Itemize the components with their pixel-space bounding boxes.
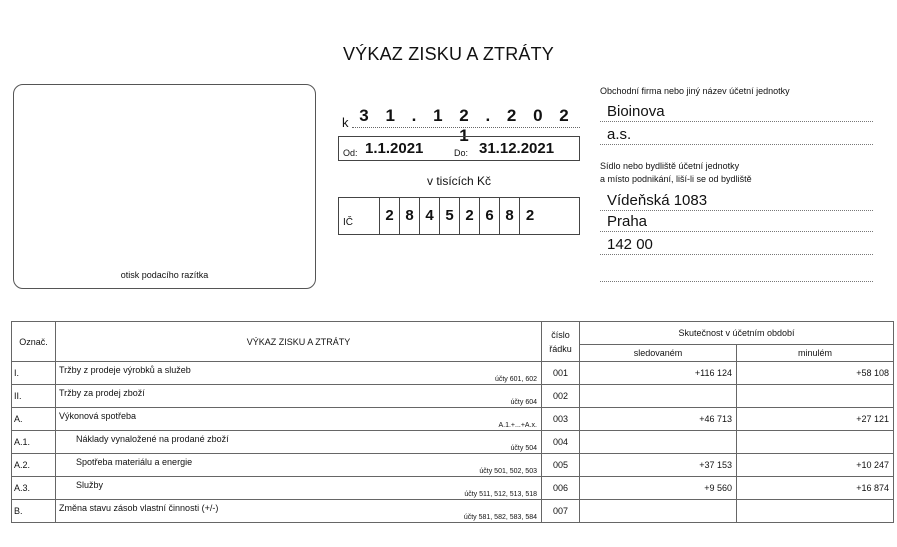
row-name-cell	[56, 362, 542, 385]
header-cislo: číslo	[551, 329, 570, 340]
units-label: v tisících Kč	[426, 174, 491, 188]
ic-digit: 5	[440, 198, 460, 234]
firm-address-label-2: a místo podnikání, liší-li se od bydliště	[600, 174, 752, 184]
row-number: 004	[542, 431, 580, 454]
header-oznac: Označ.	[12, 322, 56, 362]
row-accounts: účty 501, 502, 503	[479, 468, 537, 475]
row-number: 001	[542, 362, 580, 385]
row-name-cell	[56, 454, 542, 477]
firm-city-value: Praha	[607, 213, 648, 230]
table-row	[12, 477, 894, 500]
row-accounts: účty 604	[510, 399, 537, 406]
row-oznac: II.	[12, 385, 56, 408]
row-number: 003	[542, 408, 580, 431]
header-sledovanem: sledovaném	[580, 345, 737, 362]
table-row	[12, 431, 894, 454]
report-date-label: k	[342, 115, 349, 130]
row-previous-value: +16 874	[737, 477, 894, 500]
header-skutecnost: Skutečnost v účetním období	[580, 322, 894, 345]
row-number: 007	[542, 500, 580, 523]
row-oznac: B.	[12, 500, 56, 523]
ic-digit: 6	[480, 198, 500, 234]
row-number: 006	[542, 477, 580, 500]
row-name-cell	[56, 477, 542, 500]
firm-street-line	[600, 193, 873, 211]
income-statement-table	[11, 321, 894, 523]
row-current-value: +116 124	[580, 362, 737, 385]
firm-address-label-1: Sídlo nebo bydliště účetní jednotky	[600, 161, 740, 171]
row-previous-value: +10 247	[737, 454, 894, 477]
table-row	[12, 408, 894, 431]
ic-box	[338, 197, 580, 235]
row-oznac: A.1.	[12, 431, 56, 454]
page-title: VÝKAZ ZISKU A ZTRÁTY	[342, 44, 555, 64]
row-accounts: účty 601, 602	[494, 376, 537, 383]
row-previous-value	[737, 500, 894, 523]
ic-digit: 2	[460, 198, 480, 234]
row-name-cell	[56, 408, 542, 431]
row-oznac: I.	[12, 362, 56, 385]
row-current-value	[580, 385, 737, 408]
firm-city-line	[600, 214, 873, 232]
period-to-label: Do:	[454, 148, 469, 158]
row-accounts: účty 511, 512, 513, 518	[464, 491, 537, 498]
table-row	[12, 362, 894, 385]
report-date-value: 3 1 . 1 2 . 2 0 2 1	[359, 106, 575, 145]
period-box	[338, 136, 580, 161]
row-current-value: +46 713	[580, 408, 737, 431]
row-name: Náklady vynaložené na prodané zboží	[76, 434, 229, 444]
row-previous-value: +27 121	[737, 408, 894, 431]
row-accounts: A.1.+...+A.x.	[498, 422, 537, 429]
row-name: Spotřeba materiálu a energie	[76, 457, 193, 467]
ic-digit: 8	[500, 198, 520, 234]
firm-name-line-2-value: a.s.	[607, 126, 632, 143]
header-minulem: minulém	[737, 345, 894, 362]
period-from-label: Od:	[343, 148, 358, 158]
firm-name-line-1	[600, 104, 873, 122]
ic-digit: 2	[525, 207, 535, 224]
row-accounts: účty 504	[510, 445, 537, 452]
row-current-value	[580, 431, 737, 454]
row-name-cell	[56, 431, 542, 454]
row-name: Výkonová spotřeba	[59, 411, 137, 421]
firm-name-line-2	[600, 127, 873, 145]
row-number: 005	[542, 454, 580, 477]
row-name-cell	[56, 385, 542, 408]
stamp-label: otisk podacího razítka	[120, 270, 209, 280]
row-name: Služby	[76, 480, 104, 490]
ic-label: IČ	[339, 198, 380, 234]
table-row	[12, 454, 894, 477]
stamp-box	[13, 84, 316, 289]
firm-name-label: Obchodní firma nebo jiný název účetní jednotky	[600, 86, 790, 96]
row-number: 002	[542, 385, 580, 408]
row-previous-value	[737, 385, 894, 408]
ic-digit: 4	[420, 198, 440, 234]
firm-zip-line	[600, 237, 873, 255]
header-name: VÝKAZ ZISKU A ZTRÁTY	[56, 322, 542, 362]
firm-street-value: Vídeňská 1083	[607, 192, 708, 209]
ic-digit: 8	[400, 198, 420, 234]
firm-extra-line	[600, 264, 873, 282]
report-date	[338, 106, 580, 145]
period-to-value: 31.12.2021	[479, 140, 555, 157]
period-from-value: 1.1.2021	[365, 140, 424, 157]
row-name: Tržby z prodeje výrobků a služeb	[59, 365, 191, 375]
ic-digit: 2	[380, 198, 400, 234]
row-current-value: +9 560	[580, 477, 737, 500]
row-previous-value	[737, 431, 894, 454]
header-row-number	[542, 322, 580, 362]
row-oznac: A.3.	[12, 477, 56, 500]
firm-zip-value: 142 00	[607, 236, 653, 253]
row-accounts: účty 581, 582, 583, 584	[463, 514, 537, 521]
row-name: Změna stavu zásob vlastní činnosti (+/-)	[59, 503, 219, 513]
row-previous-value: +58 108	[737, 362, 894, 385]
row-current-value: +37 153	[580, 454, 737, 477]
table-row	[12, 385, 894, 408]
header-radku: řádku	[549, 343, 572, 354]
firm-name-line-1-value: Bioinova	[607, 103, 665, 120]
row-current-value	[580, 500, 737, 523]
row-name: Tržby za prodej zboží	[59, 388, 145, 398]
row-oznac: A.	[12, 408, 56, 431]
table-row	[12, 500, 894, 523]
row-oznac: A.2.	[12, 454, 56, 477]
row-name-cell	[56, 500, 542, 523]
